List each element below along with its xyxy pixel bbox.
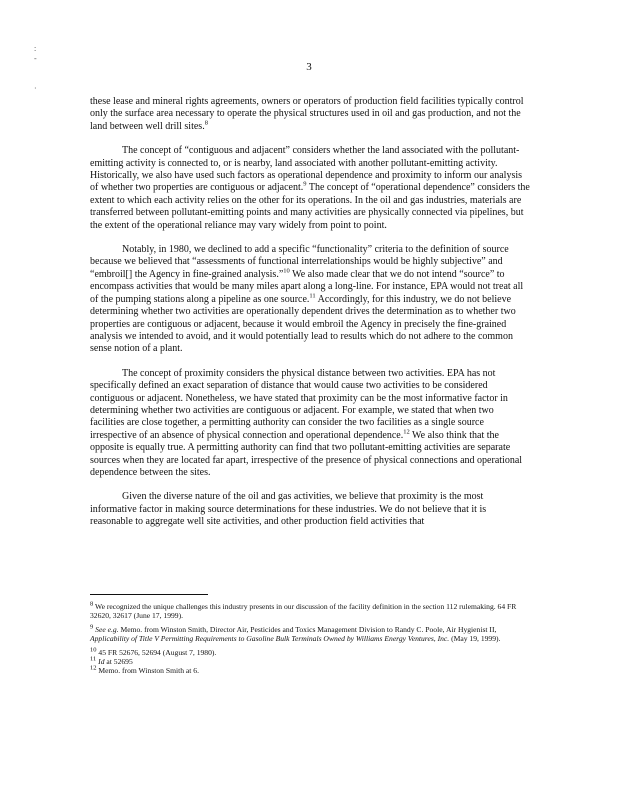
footnotes <box>90 602 530 676</box>
footnote-ref: 12 <box>403 428 410 436</box>
footnote-ref: 12 <box>90 664 97 672</box>
text-run: at 52695 <box>104 657 133 667</box>
text-run: Id <box>98 657 105 667</box>
text-run: We recognized the unique challenges this industry presents in our discussion of the facility definition in the section 112 rulemaking. 64 FR 32620, 32617 (June 17, 1999). <box>90 602 517 621</box>
paragraph-proximity <box>90 368 530 480</box>
text-run: Notably, in 1980, we declined to add a specific “functionality” criteria to the definition of source because we believed that “assessments of functional interrelationships would be highly subjective” and “embroil[] the Agency in fine-grained analysis.” <box>90 244 509 280</box>
footnote-ref: 10 <box>90 646 97 654</box>
paragraph-oil-gas-activities <box>90 491 530 528</box>
footnote-ref: 10 <box>283 267 290 275</box>
text-run: 45 FR 52676, 52694 (August 7, 1980). <box>96 647 217 657</box>
paragraph-contiguous-adjacent <box>90 145 530 232</box>
margin-mark: - <box>34 54 37 63</box>
margin-mark: · <box>34 84 37 93</box>
footnote-ref: 8 <box>204 119 208 127</box>
text-run: Applicability of Title V Permitting Requirements to Gasoline Bulk Terminals Owned by Williams Energy Ventures, Inc. <box>90 634 450 644</box>
footnote-10 <box>90 648 530 657</box>
paragraph-functionality <box>90 244 530 356</box>
text-run: these lease and mineral rights agreements, owners or operators of production field facilities typically control only the surface area necessary to operate the physical structures used in oil and gas production, and not the land between well drill sites. <box>90 96 524 132</box>
footnote-divider <box>90 594 208 595</box>
footnote-8 <box>90 602 530 621</box>
footnote-ref: 11 <box>309 292 316 300</box>
text-run: (May 19, 1999). <box>449 634 501 644</box>
text-run: Memo. from Winston Smith, Director Air, Pesticides and Toxics Management Division to Randy C. Poole, Air Hygienist II, <box>118 624 497 634</box>
footnote-ref: 11 <box>90 655 97 663</box>
text-run: The concept of “operational dependence” considers the extent to which each activity relies on the other for its operations. In the oil and gas industries, materials are transferred between pollutant-emitting points and many activities are physically connected via pipelines, but the extent of the operational reliance may vary widely from point to point. <box>90 182 530 231</box>
footnote-9 <box>90 625 530 644</box>
footnote-ref: 8 <box>90 600 94 608</box>
text-run: See e.g. <box>95 624 119 634</box>
footnote-ref: 9 <box>303 181 307 189</box>
text-run: Given the diverse nature of the oil and gas activities, we believe that proximity is the most informative factor in making source determinations for these industries. We do not believe that it is reasonable to aggregate well site activities, and other production field activities that <box>90 491 487 528</box>
margin-mark: : <box>34 44 37 53</box>
text-run: We also think that the opposite is equally true. A permitting authority can find that two pollutant-emitting activities are separate sources when they are located far apart, irrespective of the presence of physical connections and operational dependence between the sites. <box>90 429 523 478</box>
text-run: The concept of “contiguous and adjacent” considers whether the land associated with the pollutant-emitting activity is connected to, or is nearby, land associated with another pollutant-emitting activity. Historically, we also have used such factors as operational dependence and proximity to inform our analysis of whether two properties are contiguous or adjacent. <box>90 145 523 194</box>
text-run: The concept of proximity considers the physical distance between two activities. EPA has not specifically defined an exact separation of distance that would cause two activities to be considered contiguous or adjacent. Nonetheless, we have stated that proximity can be the most informative factor in determining whether two activities are contiguous or adjacent. For example, we stated that when two facilities are close together, a permitting authority can consider the two facilities as a single source irrespective of an absence of physical connection and operational dependence. <box>90 367 508 441</box>
paragraph-lease-agreements <box>90 96 530 133</box>
footnote-ref: 9 <box>90 623 94 631</box>
text-run: We also made clear that we do not intend “source” to encompass activities that would be many miles apart along a long-line. For instance, EPA would not treat all of the pumping stations along a pipeline as one source. <box>90 268 524 305</box>
body-text <box>90 96 530 541</box>
text-run: Memo. from Winston Smith at 6. <box>96 666 199 676</box>
margin-marks <box>34 44 37 94</box>
page-number: 3 <box>306 61 312 73</box>
text-run: Accordingly, for this industry, we do not believe determining whether two activities are operationally dependent drives the determination as to whether two properties are contiguous or adjacent, because it would embroil the Agency in precisely the fine-grained analysis we intended to avoid, and it would potentially lead to results which do not adhere to the common sense notion of a plant. <box>90 293 516 355</box>
footnote-12 <box>90 666 530 675</box>
